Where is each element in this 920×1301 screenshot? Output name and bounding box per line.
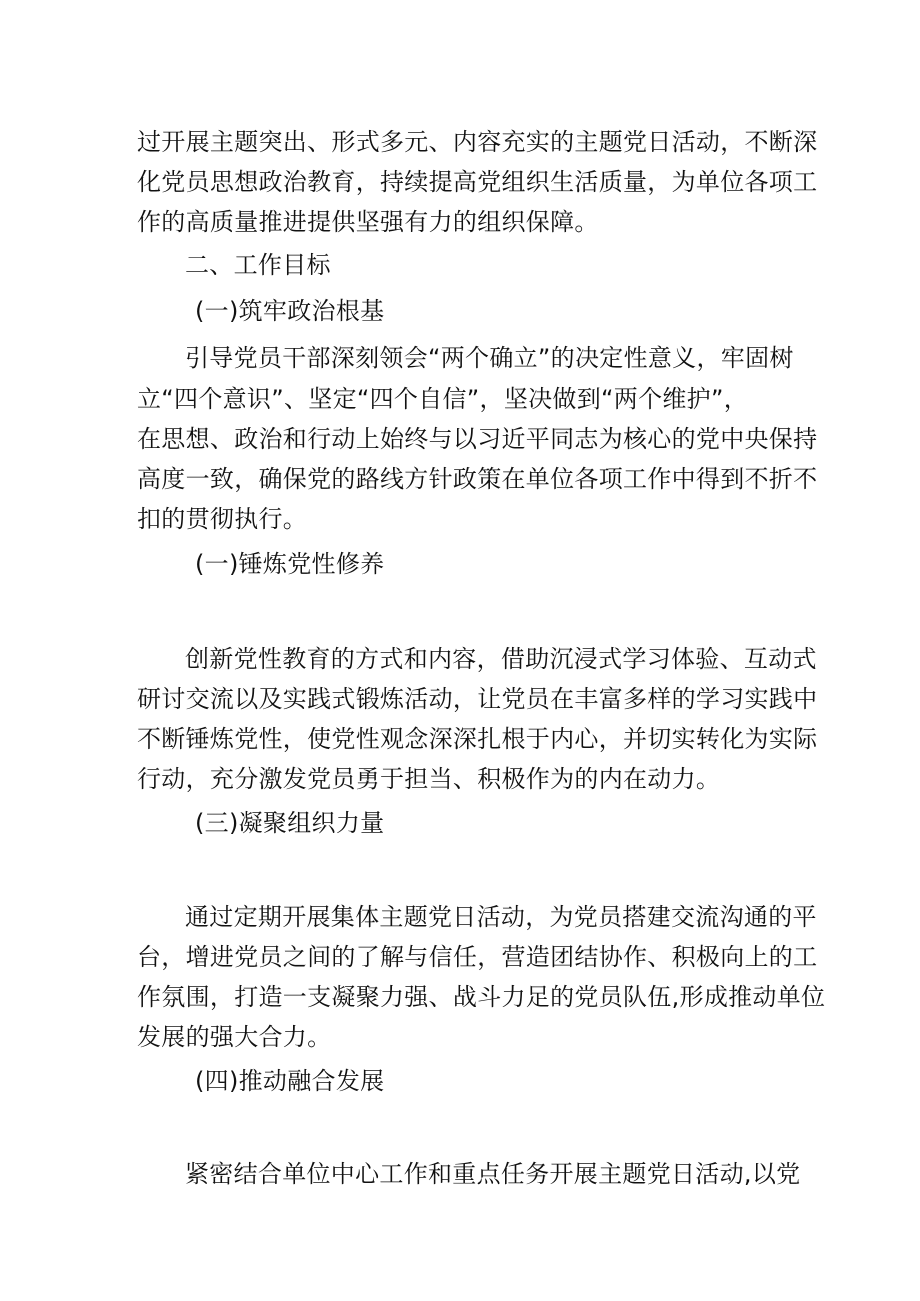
- paragraph-line: 引导党员干部深刻领会“两个确立”的决定性意义，牢固树: [185, 344, 794, 372]
- paragraph-line: 紧密结合单位中心工作和重点任务开展主题党日活动,以党: [185, 1160, 801, 1188]
- paragraph-line: 扣的贯彻执行。: [137, 505, 308, 533]
- paragraph-line: 作的高质量推进提供坚强有力的组织保障。: [137, 208, 599, 236]
- paragraph-line: 通过定期开展集体主题党日活动，为党员搭建交流沟通的平: [185, 903, 817, 931]
- paragraph-line: 行动，充分激发党员勇于担当、积极作为的内在动力。: [137, 765, 721, 793]
- goal-heading: (三)凝聚组织力量: [195, 809, 385, 837]
- goal-heading: (一)锤炼党性修养: [195, 550, 385, 578]
- paragraph-line: 不断锤炼党性，使党性观念深深扎根于内心，并切实转化为实际: [137, 725, 818, 753]
- paragraph-line: 在思想、政治和行动上始终与以习近平同志为核心的党中央保持: [137, 425, 818, 453]
- goal-heading: (一)筑牢政治根基: [195, 297, 385, 325]
- section-heading: 二、工作目标: [185, 251, 331, 279]
- paragraph-line: 台，增进党员之间的了解与信任，营造团结协作、积极向上的工: [137, 943, 818, 971]
- paragraph-line: 化党员思想政治教育，持续提高党组织生活质量，为单位各项工: [137, 168, 818, 196]
- paragraph-line: 高度一致，确保党的路线方针政策在单位各项工作中得到不折不: [137, 465, 818, 493]
- paragraph-line: 过开展主题突出、形式多元、内容充实的主题党日活动，不断深: [137, 128, 818, 156]
- paragraph-line: 创新党性教育的方式和内容，借助沉浸式学习体验、互动式: [185, 645, 817, 673]
- paragraph-line: 发展的强大合力。: [137, 1023, 332, 1051]
- paragraph-line: 立“四个意识”、坚定“四个自信”，坚决做到“两个维护”，: [137, 385, 748, 413]
- paragraph-line: 研讨交流以及实践式锻炼活动，让党员在丰富多样的学习实践中: [137, 685, 818, 713]
- goal-heading: (四)推动融合发展: [195, 1067, 385, 1095]
- paragraph-line: 作氛围，打造一支凝聚力强、战斗力足的党员队伍,形成推动单位: [137, 983, 826, 1011]
